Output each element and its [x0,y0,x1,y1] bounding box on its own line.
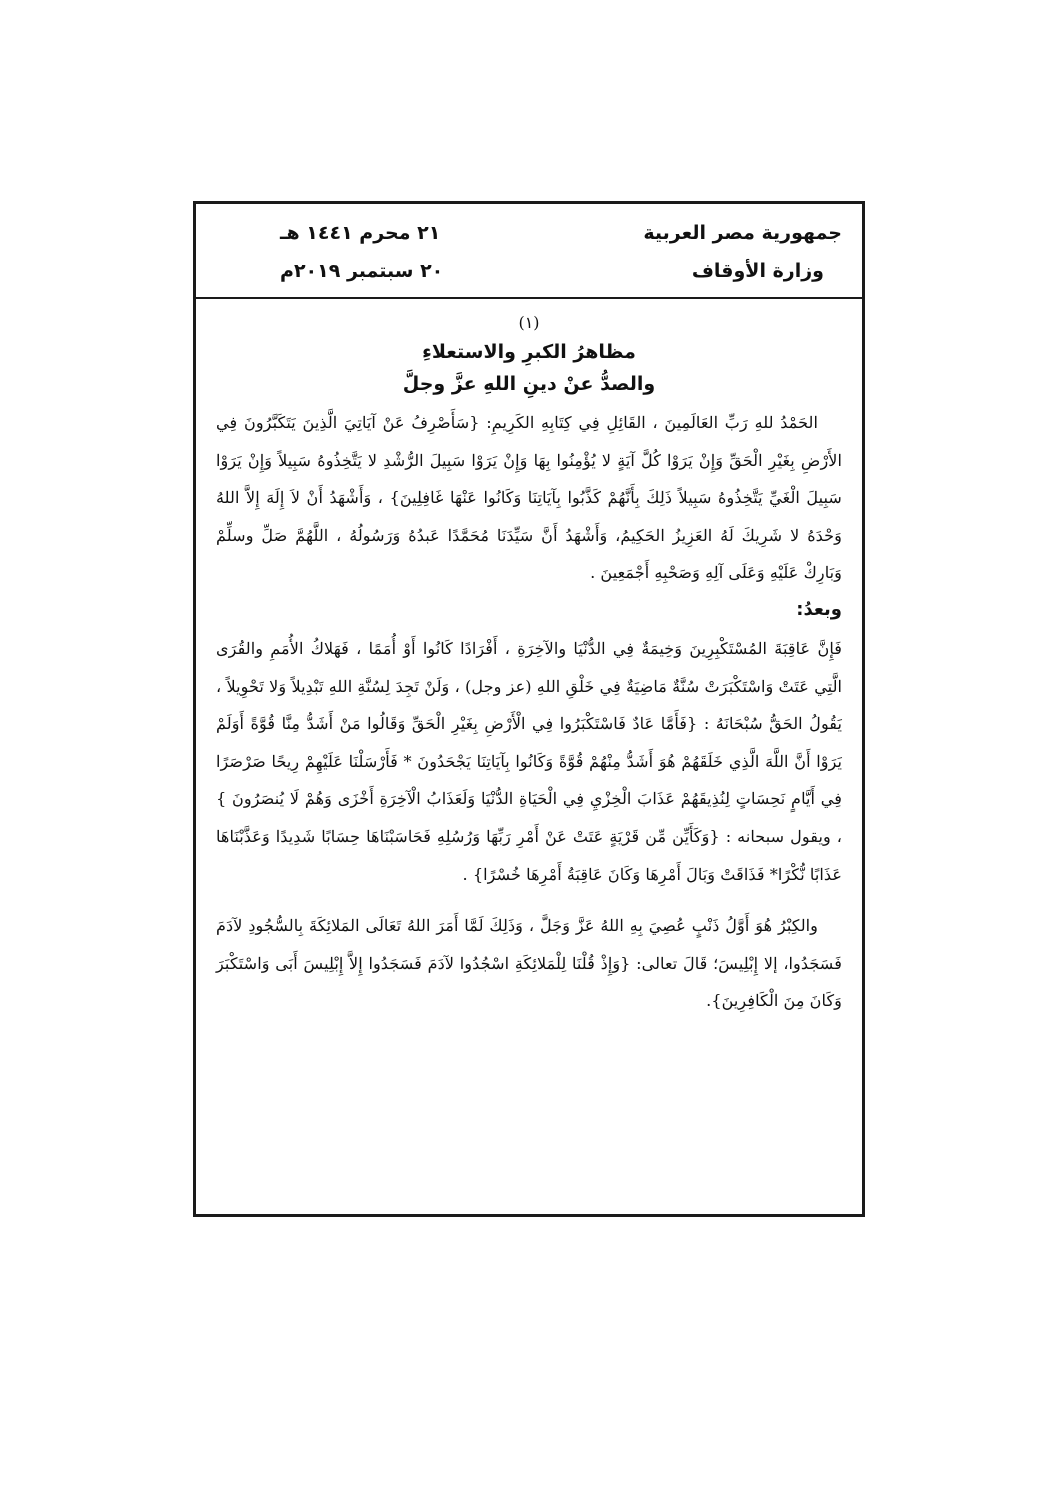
document-header [196,204,862,299]
page-number: (١) [518,313,540,332]
body-paragraph-1: فَإِنَّ عَاقِبَةَ المُسْتَكْبِرِينَ وَخِيمَةٌ فِي الدُّنْيَا والآخِرَةِ ، أَفْرَادًا كَانُوا أَوْ أُمَمًا ، فَهَلاكُ الأُمَمِ والقُرَى الَّتِي عَتَتْ وَاسْتَكْبَرَتْ سُنَّةٌ مَاضِيَةٌ فِي خَلْقِ اللهِ (عز وجل) ، وَلَنْ تَجِدَ لِسُنَّةِ اللهِ تَبْدِيلاً وَلا تَحْوِيلاً ، يَقُولُ الحَقُّ سُبْحَانَهُ : {فَأَمَّا عَادٌ فَاسْتَكْبَرُوا فِي الْأَرْضِ بِغَيْرِ الْحَقِّ وَقَالُوا مَنْ أَشَدُّ مِنَّا قُوَّةً أَوَلَمْ يَرَوْا أَنَّ اللَّهَ الَّذِي خَلَقَهُمْ هُوَ أَشَدُّ مِنْهُمْ قُوَّةً وَكَانُوا بِآيَاتِنَا يَجْحَدُونَ * فَأَرْسَلْنَا عَلَيْهِمْ رِيحًا صَرْصَرًا فِي أَيَّامٍ نَحِسَاتٍ لِنُذِيقَهُمْ عَذَابَ الْخِزْيِ فِي الْحَيَاةِ الدُّنْيَا وَلَعَذَابُ الْآخِرَةِ أَخْزَى وَهُمْ لَا يُنصَرُونَ } ، ويقول سبحانه : {وَكَأَيِّن مِّن قَرْيَةٍ عَتَتْ عَنْ أَمْرِ رَبِّهَا وَرُسُلِهِ فَحَاسَبْنَاهَا حِسَابًا شَدِيدًا وَعَذَّبْنَاهَا عَذَابًا نُّكْرًا* فَذَاقَتْ وَبَالَ أَمْرِهَا وَكَانَ عَاقِبَةُ أَمْرِهَا خُسْرًا} . [216,638,842,884]
document-frame [193,201,865,1217]
opening-paragraph: الحَمْدُ للهِ رَبِّ العَالَمِينَ ، القَائِلِ فِي كِتَابِهِ الكَرِيمِ: {سَأَصْرِفُ عَنْ آيَاتِيَ الَّذِينَ يَتَكَبَّرُونَ فِي الأَرْضِ بِغَيْرِ الْحَقِّ وَإِنْ يَرَوْا كُلَّ آيَةٍ لا يُؤْمِنُوا بِهَا وَإِنْ يَرَوْا سَبِيلَ الرُّشْدِ لا يَتَّخِذُوهُ سَبِيلاً وَإِنْ يَرَوْا سَبِيلَ الْغَيِّ يَتَّخِذُوهُ سَبِيلاً ذَلِكَ بِأَنَّهُمْ كَذَّبُوا بِآيَاتِنَا وَكَانُوا عَنْهَا غَافِلِينَ} ، وَأَشْهَدُ أَنْ لاَ إِلَهَ إِلاَّ اللهُ وَحْدَهُ لا شَرِيكَ لَهُ العَزِيزُ الحَكِيمُ، وَأَشْهَدُ أَنَّ سَيِّدَنَا مُحَمَّدًا عَبدُهُ وَرَسُولُهُ ، اللَّهُمَّ صَلِّ وسلِّمْ وَبَارِكْ عَلَيْهِ وَعَلَى آلِهِ وَصَحْبِهِ أَجْمَعِينَ . [216,413,842,583]
country-name: جمهورية مصر العربية [643,222,842,244]
body-paragraph-2: والكِبْرُ هُوَ أَوَّلُ ذَنْبٍ عُصِيَ بِهِ اللهُ عَزَّ وَجَلَّ ، وَذَلِكَ لَمَّا أَمَرَ اللهُ تَعَالَى المَلائِكَةَ بِالسُّجُودِ لآدَمَ فَسَجَدُوا، إلا إِبْلِيسَ؛ قَالَ تعالى: {وَإِذْ قُلْنَا لِلْمَلائِكَةِ اسْجُدُوا لآدَمَ فَسَجَدُوا إِلاَّ إِبْلِيسَ أَبَى وَاسْتَكْبَرَ وَكَانَ مِنَ الْكَافِرِينَ}. [216,916,842,1011]
gregorian-date: ٢٠ سبتمبر ٢٠١٩م [280,260,444,282]
transition-heading: وبعدُ: [796,598,842,620]
sermon-title-line-2: والصدُّ عنْ دينِ اللهِ عزَّ وجلَّ [402,373,656,395]
hijri-date: ٢١ محرم ١٤٤١ هـ [280,222,441,244]
sermon-body [216,312,842,1020]
sermon-title-line-1: مظاهرُ الكبرِ والاستعلاءِ [422,341,636,363]
ministry-name: وزارة الأوقاف [691,260,824,282]
